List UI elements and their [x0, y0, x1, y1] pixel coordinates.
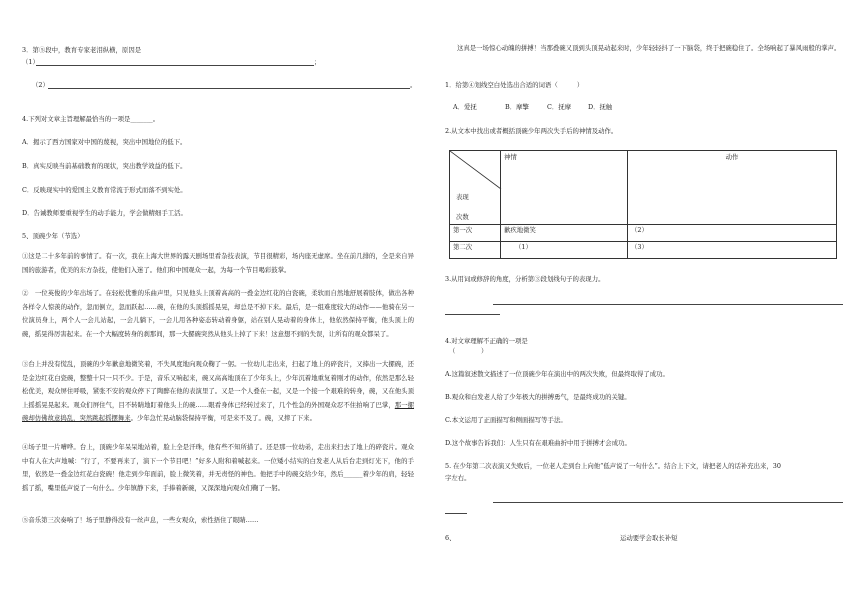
r-option-d: D．抚触	[588, 103, 613, 111]
r-option-4d: D.这个故事告诉我们：人生只有在艰难曲折中用于拼搏才会成功。	[445, 439, 631, 447]
answer-line-2[interactable]	[48, 88, 410, 89]
answer-line-1[interactable]	[36, 65, 314, 66]
row2-label: 第二次	[450, 242, 501, 259]
r-option-b: B．摩擎	[505, 103, 529, 111]
row1-action[interactable]: （2）	[628, 225, 837, 242]
row1-label: 第一次	[450, 225, 501, 242]
r-question-4-paren: （ ）	[449, 347, 488, 355]
row2-action[interactable]: （3）	[628, 242, 837, 259]
underlined-sentence: 那一摞碗却仿佛故意捣乱，突然跳起摇摆舞来	[22, 400, 415, 422]
paragraph-1: ①这是二十多年前的事情了。有一次，我在上海大世界的露天剧场里看杂技表演，节目很精彩，场内座无虚席。坐在前几排的，全是来自异国的旅游者，优美的东方杂技，使他们入迷了。他们和中国观众一起，为每一个节目喝彩鼓掌。	[22, 252, 414, 274]
answer-line-2-label: （2）	[32, 81, 49, 89]
r-question-1: 1．给第④划线空白处选出合适的词语（ ）	[445, 81, 584, 89]
q5-answer-line-1[interactable]	[493, 502, 843, 503]
paragraph-4: ④场子里一片嘈哗。台上，顶碗少年呆呆地站着，脸上全是汗珠，他有些不知所措了。还是那一位幼弟，走出来扫去了地上的碎瓷片。观众中有人在大声地喊：“行了，不要再来了，演下一个节目吧！”好多人附和着喊起来。一位矮小结实的白发老人从后台走到灯光下，他的手里，依然是一叠金边红花白瓷碗！他走到少年面前，脸上微笑着，并无责怪的神色。他把手中的碗交给少年，然后______着少年的肩，轻轻摇了摇，嘴里低声说了一句什么。少年镇静下来，手捧着新碗，又深深地向观众们鞠了一躬。	[22, 443, 414, 492]
paragraph-2: ② 一位英俊的少年出场了。在轻松优雅的乐曲声里，只见他头上顶着高高的一叠金边红花的白瓷碗，柔软而自然地舒展着肢体，做出各种各样令人惊羡的动作，忽而倒立，忽而跃起……碗，在他的头顶摇摇晃晃，却总是不掉下来。最后，是一组难度较大的动作——他骑在另一位演员身上，两个人一会儿站起，一会儿躺下，一会儿用各种姿态转动着身躯，站在别人晃动着的身体上，他依然保持平衡，他头顶上的碗，摇晃得厉害起来。在一个大幅度转身的刹那间，那一大摞碗突然从他头上掉了下来！这意想不到的失误，让所有的观众都呆了。	[22, 289, 414, 338]
r-option-4c: C.本文运用了正面描写和侧面描写等手法。	[445, 416, 567, 424]
option-d: D．告诫教师要重视学生的动手能力，学会做精细手工活。	[22, 209, 187, 217]
paragraph-continuation: 这真是一场惊心动魄的拼搏！当那叠碗又顶到头顶晃动起来时，少年轻轻抖了一下脑袋，终于把碗稳住了。全场响起了暴风雨般的掌声。	[457, 44, 841, 52]
header-count: 次数	[456, 213, 469, 221]
row1-expression: 歉疚地微笑	[501, 225, 628, 242]
question-3: 3．第⑤段中，教育专家老泪纵横，原因是	[22, 46, 142, 54]
answer-table	[449, 150, 837, 258]
answer-line-2-end: 。	[410, 81, 417, 89]
r-question-6-num: 6、	[445, 534, 456, 542]
answer-line-1-end: ；	[314, 58, 321, 66]
row2-expression[interactable]: （1）	[501, 242, 628, 259]
r-option-4a: A.这篇叙述散文描述了一位顶碗少年在演出中的两次失败，但最终取得了成功。	[445, 370, 669, 378]
header-expression: 神情	[501, 151, 628, 225]
q3-answer-line-2[interactable]	[445, 314, 500, 315]
section-5-title: 5、顶碗少年（节选）	[22, 232, 84, 240]
answer-line-1-label: （1）	[22, 58, 39, 66]
r-question-4: 4.对文章理解不正确的一项是	[445, 337, 528, 345]
r-option-c: C．抚摩	[547, 103, 572, 111]
r-question-5: 5. 在少年第二次表演又失败后，一位老人走到台上向他“低声说了一句什么”。结合上下文，请把老人的话补充出来，30	[445, 462, 781, 470]
q5-answer-line-2[interactable]	[445, 513, 467, 514]
header-action: 动作	[628, 151, 837, 225]
option-b: B．真实反映当前基础教育的现状，突出教学效益的低下。	[22, 162, 187, 170]
r-question-5-cont: 字左右。	[445, 474, 471, 482]
question-4: 4.下列对文章主旨理解最恰当的一项是_______。	[22, 115, 160, 123]
option-c: C．反映现实中的爱国主义教育常流于形式而落不到实处。	[22, 186, 187, 194]
paragraph-3: ③台上并没有慌乱，顶碗的少年歉意地微笑着，不失风度地向观众鞠了一躬。一位幼儿走出来，扫起了地上的碎瓷片，又捧出一大摞碗，还是金边红花白瓷碗，整整十只一只不少。于是，音乐又响起来，碗又高高地顶在了少年头上，少年沉着地重复着刚才的动作，依然是那么轻松优美，观众屏住呼吸，紧张不安的观众停下了陶醉在他的表演里了。又是一个人叠在一起，又是一个接一个艰难的转身，碗，又在他头顶上摇摇晃晃起来。观众们屏住气，目不转睛地盯着他头上的碗……眼看身体已经转过来了，几个性急的外国观众忍不住拍响了巴掌，那一摞碗却仿佛故意捣乱，突然跳起摇摆舞来。少年急忙晃动脑袋保持平衡，可是来不及了。碗，又摔了下来。	[22, 360, 415, 422]
r-option-a: A．爱抚	[453, 103, 477, 111]
r-question-3: 3.从用词或修辞的角度，分析第③段划线句子的表现力。	[445, 275, 605, 283]
paragraph-5: ⑤音乐第三次奏响了！场子里静得没有一丝声息，一些女观众，索性捂住了眼睛……	[22, 516, 259, 524]
option-a: A．揭示了西方国家对中国的蔑视，突出中国地位的低下。	[22, 138, 187, 146]
table-corner-cell	[450, 151, 501, 225]
r-option-4b: B.观众和白发老人给了少年极大的拼搏勇气，是最终成功的关键。	[445, 393, 631, 401]
q3-answer-line-1[interactable]	[493, 304, 843, 305]
header-show: 表现	[456, 193, 469, 201]
r-question-6-title: 运动要学会取长补短	[620, 534, 678, 542]
r-question-2: 2.从文本中找出或者概括顶碗少年两次失手后的神情及动作。	[445, 127, 618, 135]
